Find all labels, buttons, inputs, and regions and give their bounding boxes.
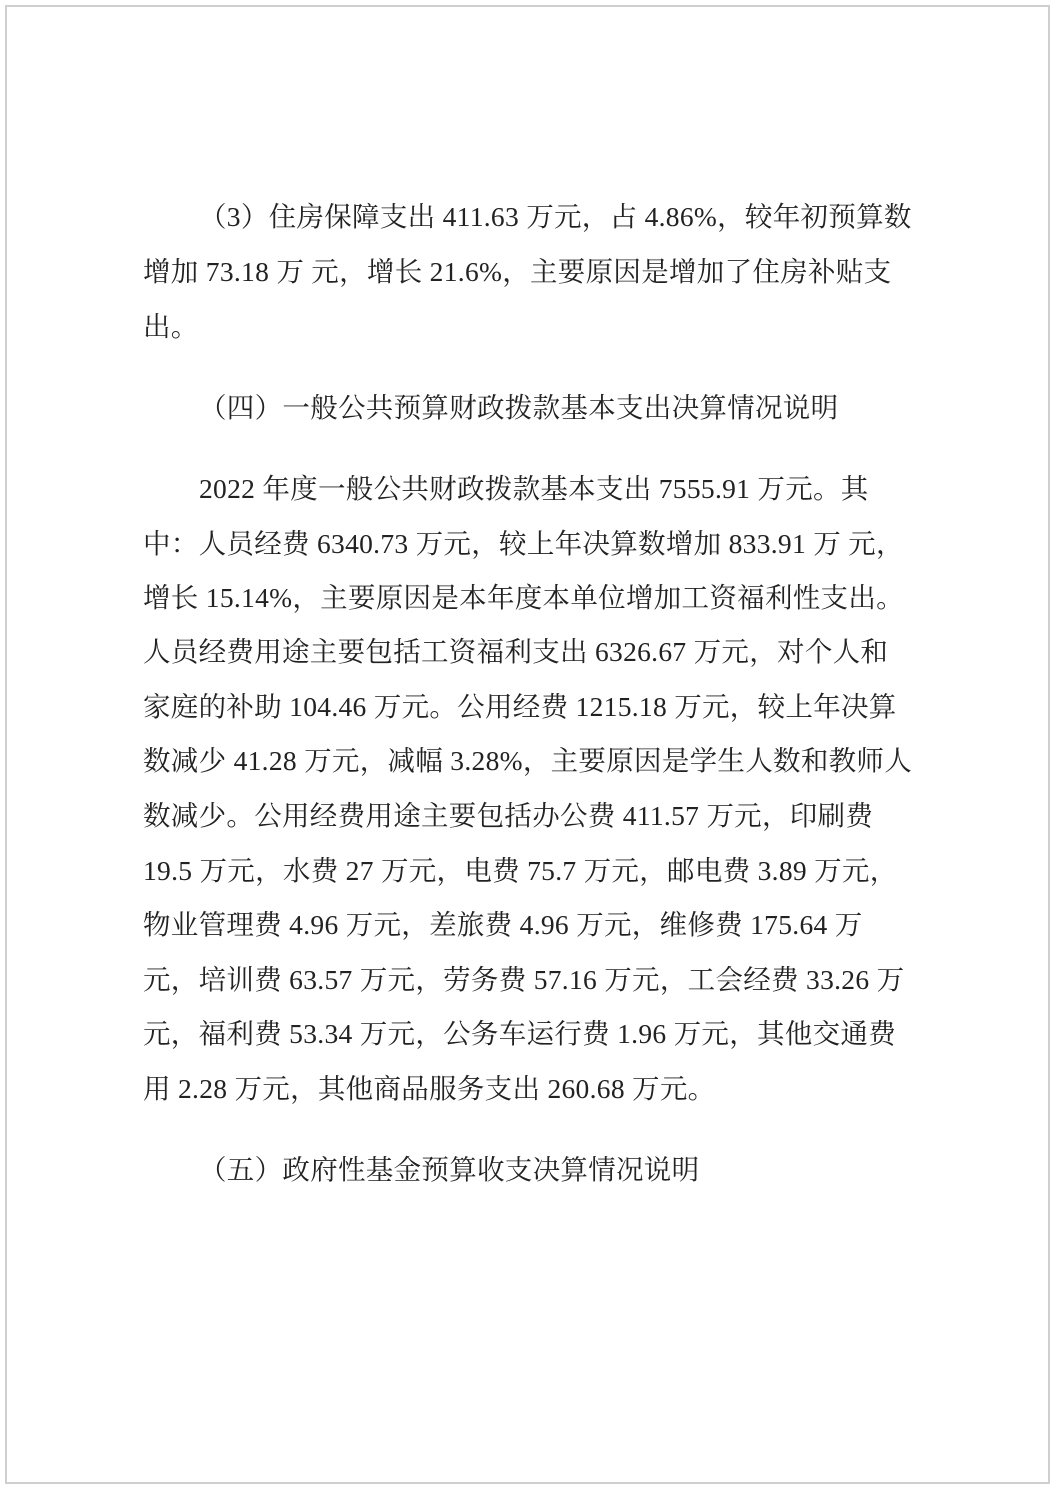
paragraph-basic-expenditure-line-9: 物业管理费 4.96 万元，差旅费 4.96 万元，维修费 175.64 万 — [143, 909, 863, 940]
paragraph-basic-expenditure-line-6: 数减少 41.28 万元，减幅 3.28%，主要原因是学生人数和教师人 — [143, 745, 913, 776]
paragraph-basic-expenditure-line-8: 19.5 万元，水费 27 万元，电费 75.7 万元，邮电费 3.89 万元， — [143, 855, 898, 886]
paragraph-basic-expenditure-line-5: 家庭的补助 104.46 万元。公用经费 1215.18 万元，较上年决算 — [143, 691, 897, 722]
paragraph-basic-expenditure-line-4: 人员经费用途主要包括工资福利支出 6326.67 万元，对个人和 — [143, 636, 889, 667]
paragraph-basic-expenditure-line-1: 2022 年度一般公共财政拨款基本支出 7555.91 万元。其 — [199, 473, 869, 504]
section-five-heading: （五）政府性基金预算收支决算情况说明 — [199, 1154, 700, 1185]
section-four-heading: （四）一般公共预算财政拨款基本支出决算情况说明 — [199, 392, 839, 423]
paragraph-basic-expenditure-line-2: 中：人员经费 6340.73 万元，较上年决算数增加 833.91 万 元， — [143, 528, 904, 559]
paragraph-basic-expenditure-line-7: 数减少。公用经费用途主要包括办公费 411.57 万元，印刷费 — [143, 800, 874, 831]
paragraph-basic-expenditure-line-11: 元，福利费 53.34 万元，公务车运行费 1.96 万元，其他交通费 — [143, 1018, 896, 1049]
paragraph-housing-line-1: （3）住房保障支出 411.63 万元，占 4.86%，较年初预算数 — [199, 201, 912, 232]
paragraph-housing-line-3: 出。 — [143, 311, 199, 342]
paragraph-housing-line-2: 增加 73.18 万 元，增长 21.6%，主要原因是增加了住房补贴支 — [143, 256, 892, 287]
paragraph-basic-expenditure-line-10: 元，培训费 63.57 万元，劳务费 57.16 万元，工会经费 33.26 万 — [143, 964, 905, 995]
paragraph-basic-expenditure-line-3: 增长 15.14%，主要原因是本年度本单位增加工资福利性支出。 — [143, 582, 904, 613]
paragraph-basic-expenditure-line-12: 用 2.28 万元，其他商品服务支出 260.68 万元。 — [143, 1073, 716, 1104]
